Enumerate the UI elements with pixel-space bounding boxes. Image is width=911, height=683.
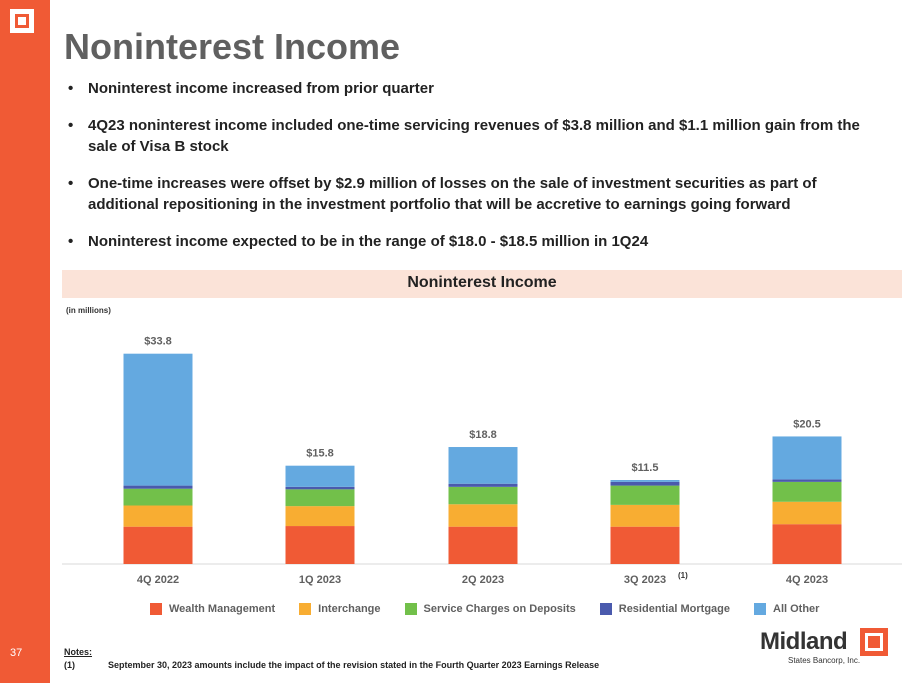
- x-tick-label: 1Q 2023: [298, 574, 342, 586]
- legend-swatch: [405, 603, 417, 615]
- bar-segment: [449, 484, 518, 487]
- total-label: $33.8: [144, 335, 172, 348]
- x-tick-label: 3Q 2023: [623, 574, 667, 586]
- bar-segment: [611, 482, 680, 486]
- bullet-item: • One-time increases were offset by $2.9 million of losses on the sale of investment securities as part of additional repositioning in the investment portfolio that will be accretive to earnings going forward: [62, 173, 862, 215]
- bar-segment: [124, 489, 193, 506]
- bar-segment: [124, 354, 193, 486]
- brand-mark-icon: [860, 628, 888, 656]
- bar-segment: [286, 487, 355, 489]
- legend-label: Wealth Management: [169, 603, 276, 615]
- logo-mark-icon: [9, 8, 35, 34]
- bar-segment: [449, 527, 518, 564]
- brand-subtitle: States Bancorp, Inc.: [788, 656, 861, 665]
- bar-segment: [286, 466, 355, 487]
- bar-segment: [773, 479, 842, 481]
- legend-item: [754, 603, 819, 615]
- x-tick-label: 4Q 2023: [785, 574, 829, 586]
- bar-segment: [773, 482, 842, 502]
- legend-item: [299, 603, 380, 615]
- total-label: $15.8: [306, 447, 334, 460]
- bar-segment: [286, 489, 355, 506]
- x-tick-superscript: (1): [678, 571, 688, 580]
- page-number: 37: [10, 647, 23, 659]
- legend-swatch: [299, 603, 311, 615]
- bar-segment: [124, 506, 193, 527]
- bullet-item: • Noninterest income expected to be in the range of $18.0 - $18.5 million in 1Q24: [62, 231, 862, 252]
- legend-swatch: [600, 603, 612, 615]
- total-label: $11.5: [631, 462, 659, 474]
- bar-segment: [449, 447, 518, 484]
- page-title: Noninterest Income: [64, 26, 401, 67]
- legend-label: Residential Mortgage: [618, 603, 730, 615]
- bar-segment: [124, 486, 193, 489]
- brand-name: Midland: [760, 628, 848, 655]
- bar-segment: [611, 480, 680, 482]
- notes-label: Notes:: [64, 647, 93, 657]
- bar-segment: [449, 504, 518, 526]
- legend-item: [405, 603, 576, 615]
- bullet-item: • Noninterest income increased from prior quarter: [62, 78, 862, 99]
- legend-label: Service Charges on Deposits: [423, 603, 576, 615]
- bullet-item: • 4Q23 noninterest income included one-time servicing revenues of $3.8 million and $1.1 million gain from the sale of Visa B stock: [62, 115, 862, 157]
- legend-label: Interchange: [318, 603, 381, 615]
- legend-label: All Other: [773, 603, 820, 615]
- bar-segment: [773, 524, 842, 564]
- total-label: $18.8: [469, 429, 497, 442]
- brand-logo: [760, 628, 900, 668]
- legend-item: [600, 603, 730, 615]
- legend-item: [150, 603, 275, 615]
- sidebar-accent: [0, 0, 50, 683]
- legend-swatch: [150, 603, 162, 615]
- bar-segment: [124, 527, 193, 564]
- chart-legend: [150, 603, 843, 615]
- bullet-list: [62, 78, 862, 268]
- note-text: September 30, 2023 amounts include the impact of the revision stated in the Fourth Quarter 2023 Earnings Release: [108, 660, 600, 670]
- x-tick-label: 2Q 2023: [461, 574, 505, 586]
- bar-segment: [611, 486, 680, 505]
- bar-segment: [611, 527, 680, 564]
- chart-banner-title: Noninterest Income: [407, 274, 557, 291]
- noninterest-income-chart: [62, 320, 902, 600]
- chart-banner: [62, 270, 902, 298]
- bar-segment: [449, 487, 518, 504]
- units-label: (in millions): [66, 306, 111, 315]
- bar-segment: [773, 502, 842, 524]
- bar-segment: [611, 505, 680, 527]
- x-tick-label: 4Q 2022: [136, 574, 180, 586]
- bar-segment: [286, 506, 355, 526]
- legend-swatch: [754, 603, 766, 615]
- note-reference: (1): [64, 660, 75, 670]
- total-label: $20.5: [793, 418, 821, 431]
- bar-segment: [773, 436, 842, 479]
- bar-segment: [286, 526, 355, 564]
